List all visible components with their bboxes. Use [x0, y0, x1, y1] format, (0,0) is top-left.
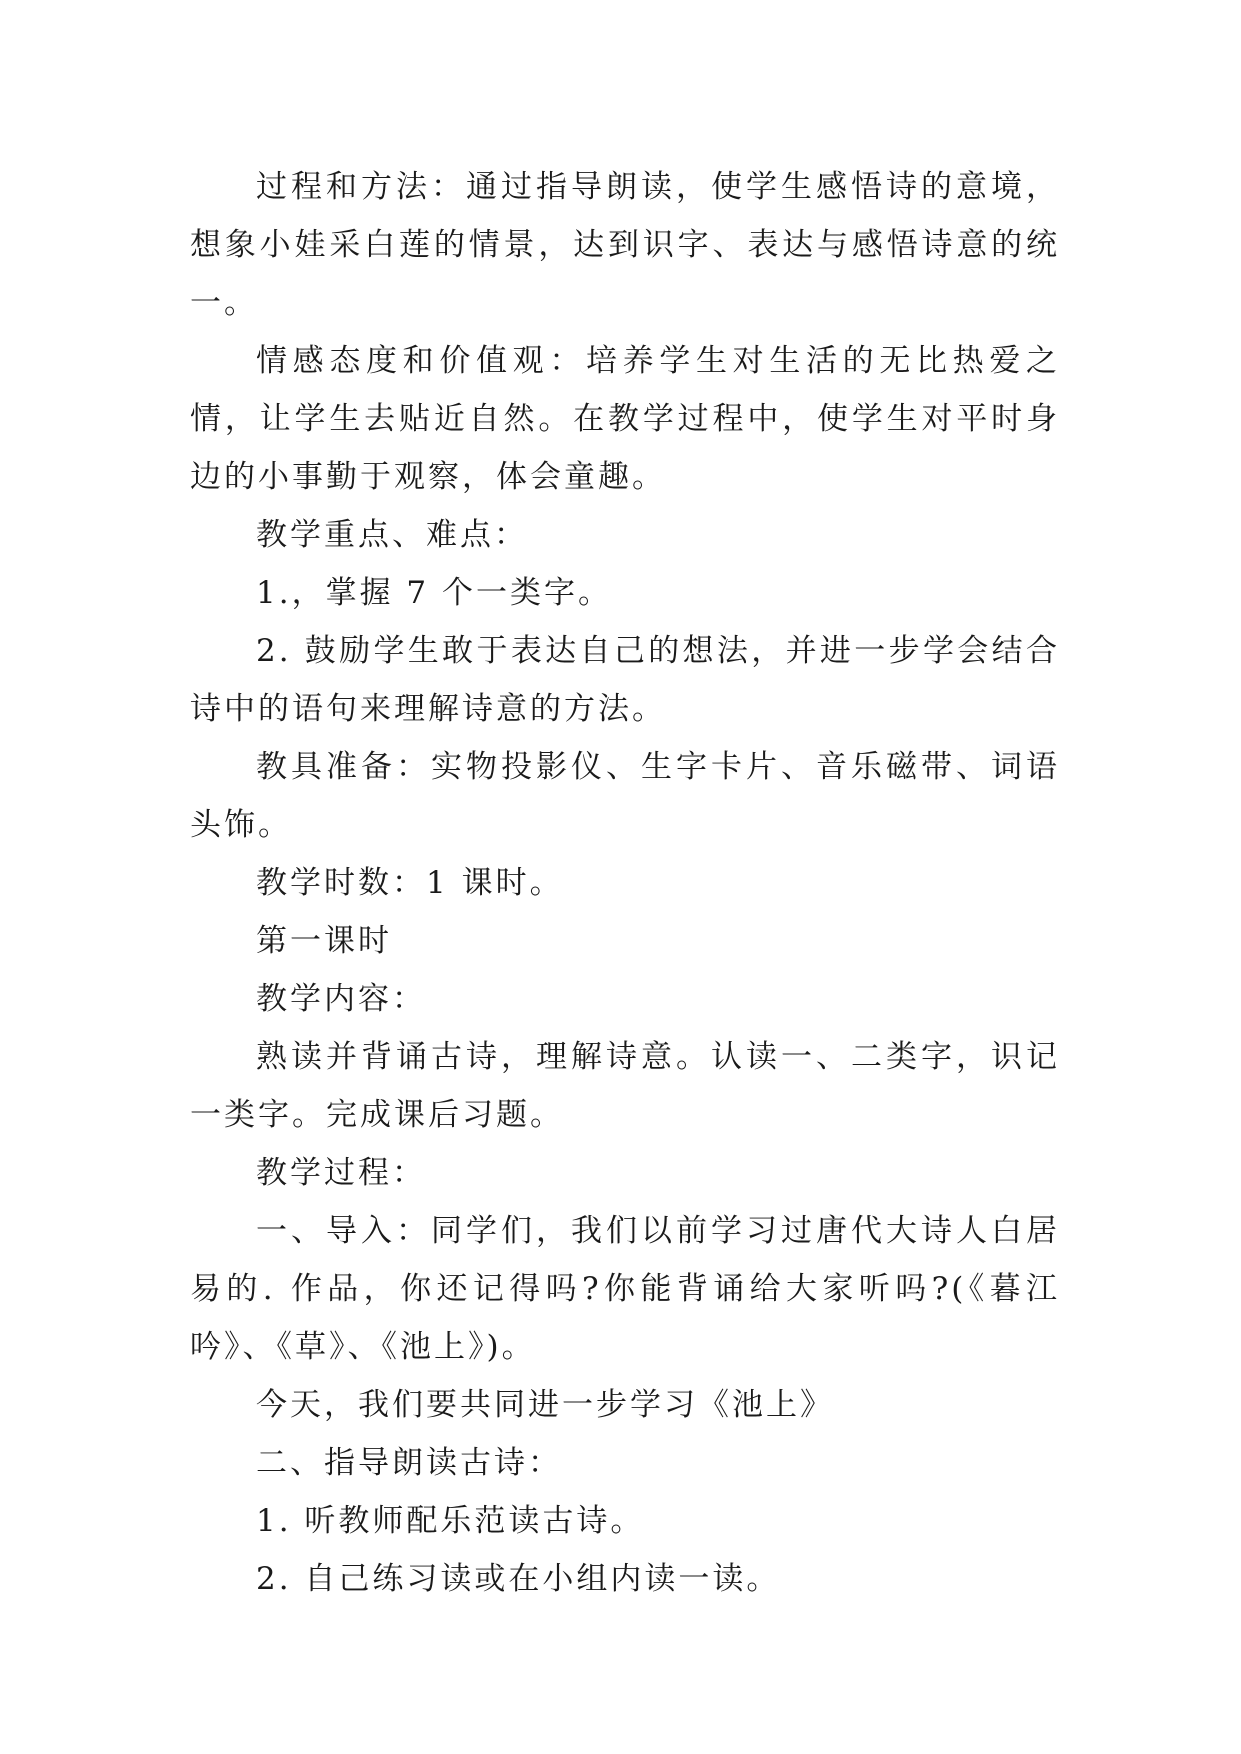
paragraph-introduction: 一、导入：同学们，我们以前学习过唐代大诗人白居易的. 作品，你还记得吗?你能背诵给大家听吗?(《暮江吟》、《草》、《池上》)。 [190, 1213, 1060, 1365]
document-body [190, 158, 1060, 1608]
paragraph-reading-guide-heading: 二、指导朗读古诗： [256, 1445, 562, 1481]
paragraph-key-point-2: 2. 鼓励学生敢于表达自己的想法，并进一步学会结合诗中的语句来理解诗意的方法。 [190, 633, 1060, 727]
paragraph-content: 熟读并背诵古诗，理解诗意。认读一、二类字，识记一类字。完成课后习题。 [190, 1039, 1060, 1133]
paragraph-key-point-1: 1.，掌握 7 个一类字。 [256, 575, 613, 611]
paragraph-emotion-values: 情感态度和价值观：培养学生对生活的无比热爱之情，让学生去贴近自然。在教学过程中，使学生对平时身边的小事勤于观察，体会童趣。 [190, 343, 1060, 495]
paragraph-key-points-heading: 教学重点、难点： [256, 517, 528, 553]
paragraph-process-heading: 教学过程： [256, 1155, 426, 1191]
paragraph-process-methods: 过程和方法：通过指导朗读，使学生感悟诗的意境，想象小娃采白莲的情景，达到识字、表达与感悟诗意的统一。 [190, 169, 1060, 321]
paragraph-teaching-aids: 教具准备：实物投影仪、生字卡片、音乐磁带、词语头饰。 [190, 749, 1060, 843]
paragraph-today: 今天，我们要共同进一步学习《池上》 [256, 1387, 834, 1423]
paragraph-first-lesson: 第一课时 [256, 923, 392, 959]
paragraph-content-heading: 教学内容： [256, 981, 426, 1017]
paragraph-teaching-hours: 教学时数：1 课时。 [256, 865, 564, 901]
paragraph-reading-step-2: 2. 自己练习读或在小组内读一读。 [256, 1561, 781, 1597]
paragraph-reading-step-1: 1. 听教师配乐范读古诗。 [256, 1503, 645, 1539]
